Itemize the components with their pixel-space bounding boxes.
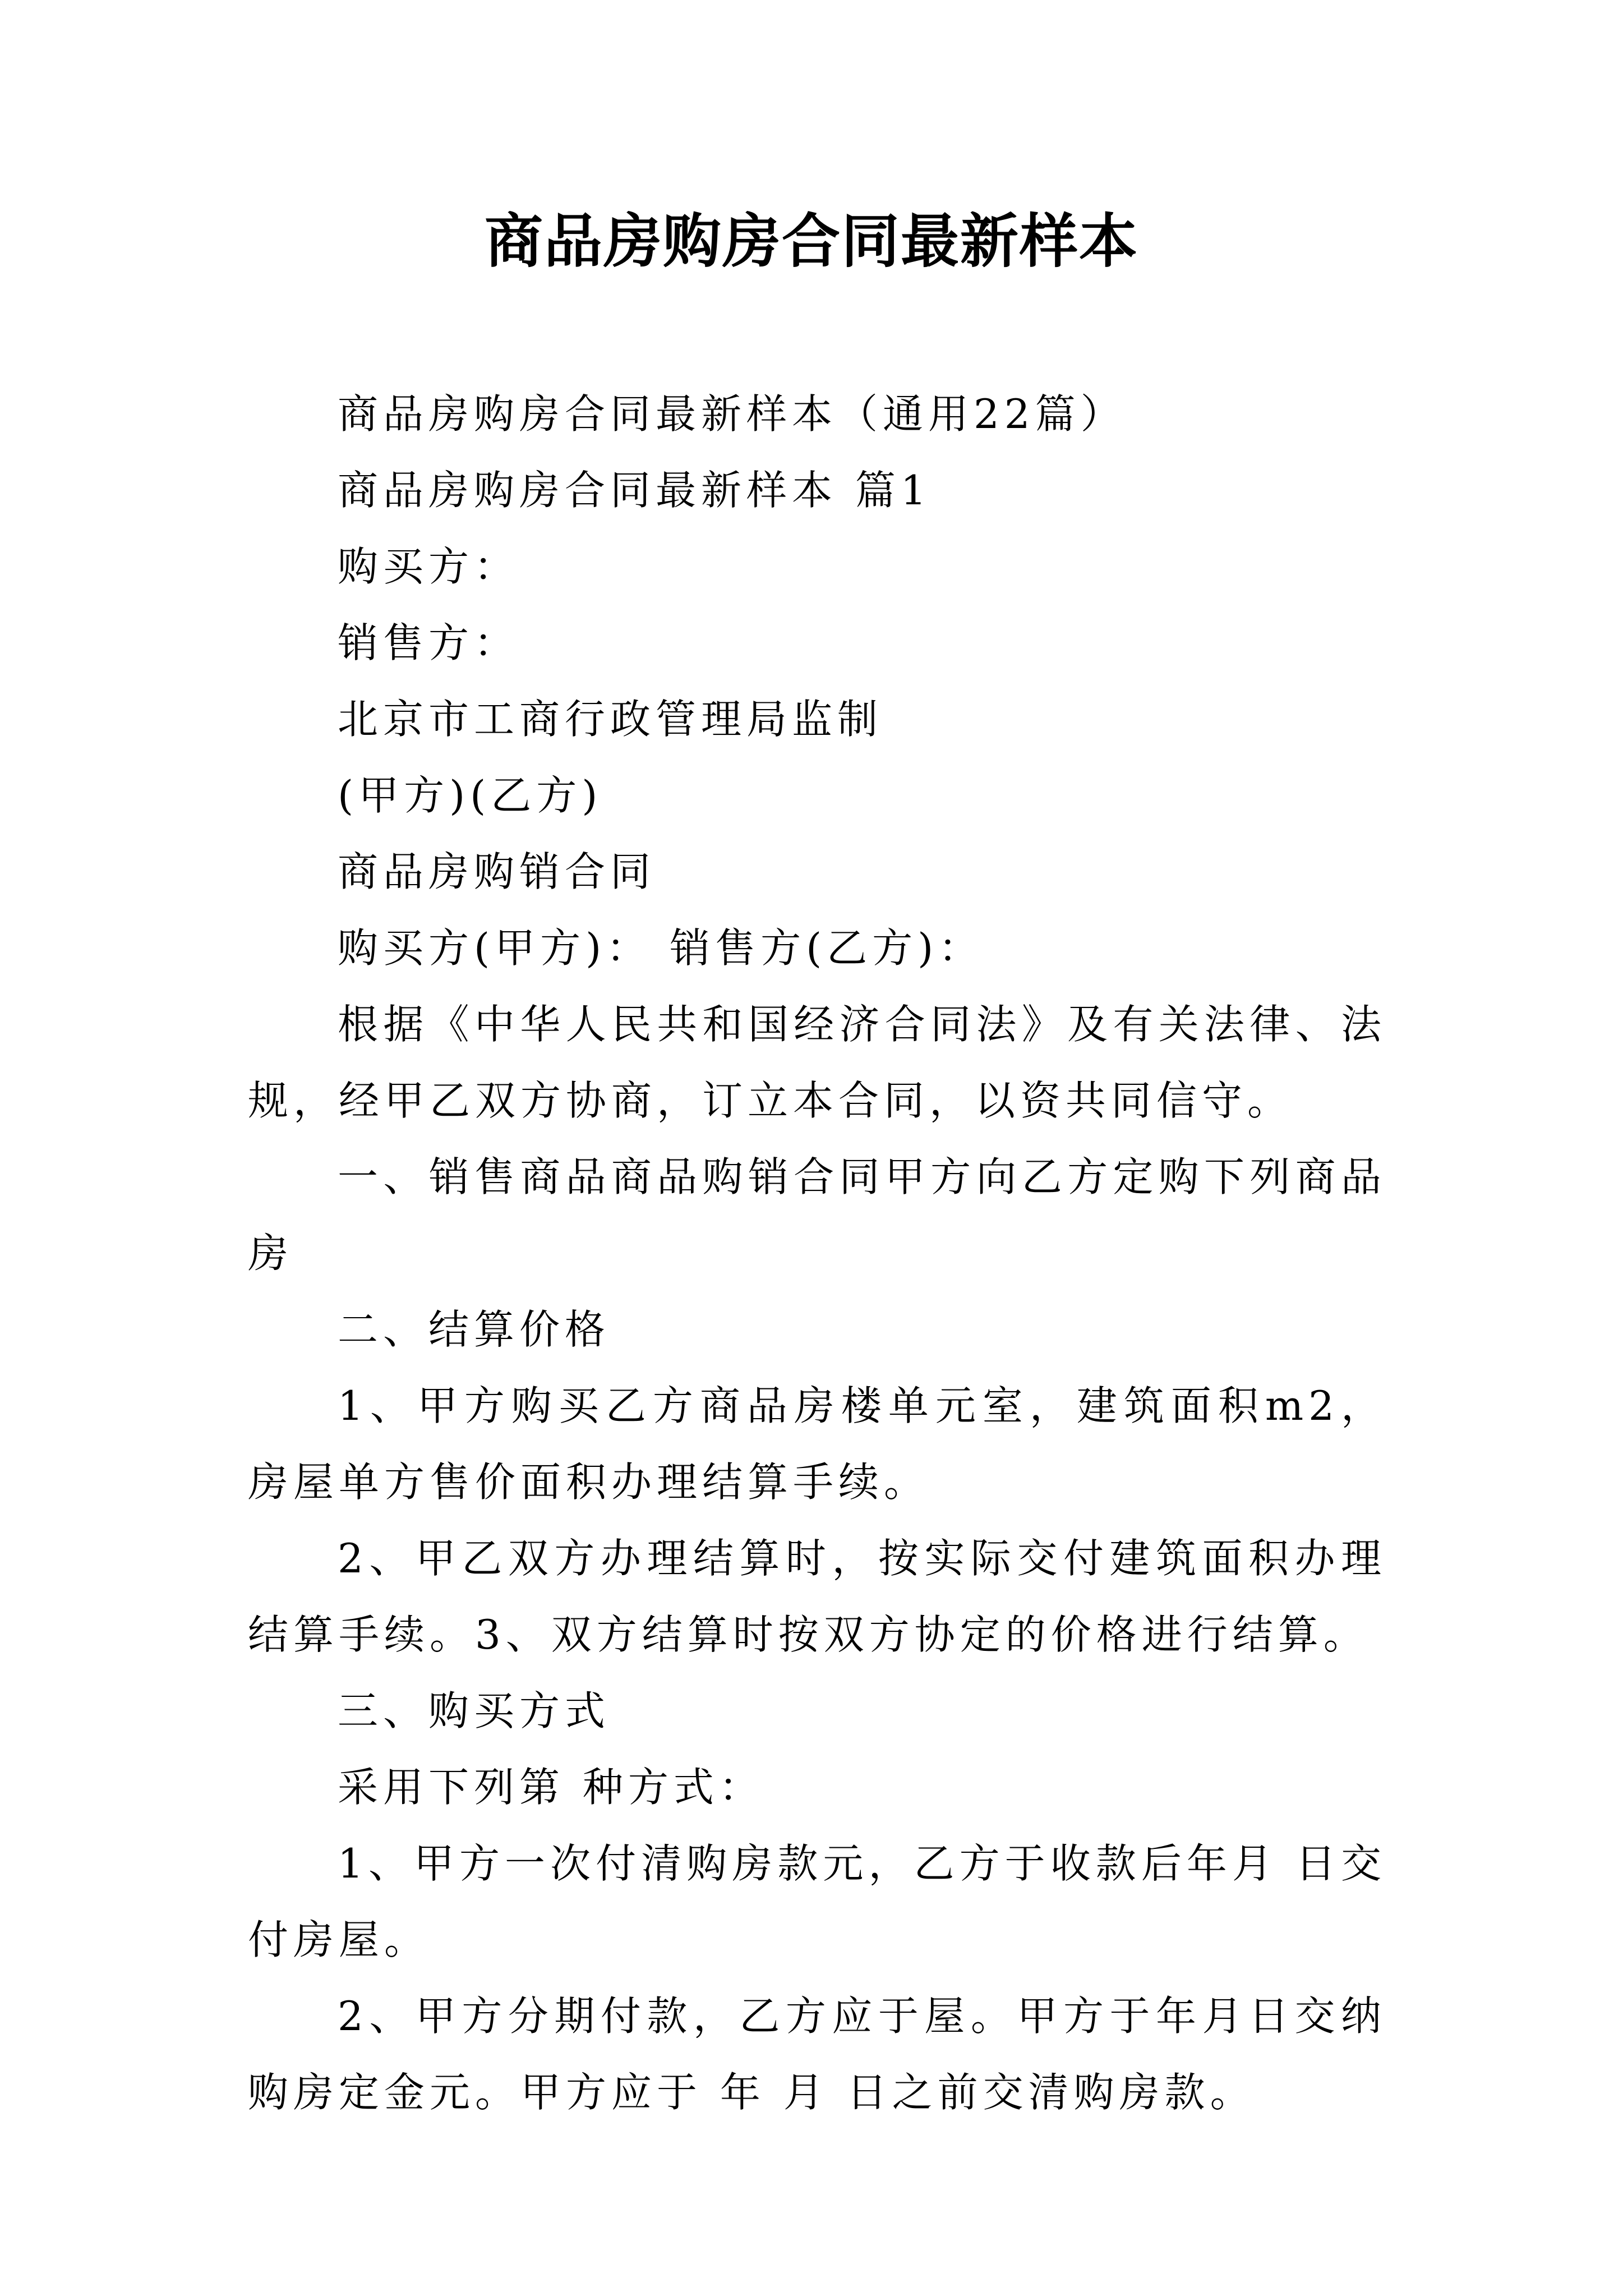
paragraph: 商品房购房合同最新样本（通用22篇） [338, 390, 1126, 438]
paragraph: 销售方： [338, 619, 520, 666]
paragraph: 购买方： [338, 543, 520, 590]
paragraph: 商品房购房合同最新样本 篇1 [338, 467, 932, 514]
paragraph: 2、甲乙双方办理结算时，按实际交付建筑面积办理结算手续。3、双方结算时按双方协定的价格进行结算。 [248, 1535, 1386, 1658]
document-body [248, 376, 1386, 2131]
paragraph: 1、甲方购买乙方商品房楼单元室，建筑面积m2，房屋单方售价面积办理结算手续。 [248, 1382, 1386, 1506]
paragraph: 二、结算价格 [338, 1306, 611, 1353]
paragraph: 三、购买方式 [338, 1687, 611, 1734]
paragraph: 一、销售商品商品购销合同甲方向乙方定购下列商品房 [248, 1153, 1386, 1277]
paragraph: (甲方)(乙方) [338, 772, 603, 819]
paragraph: 商品房购销合同 [338, 848, 656, 895]
document-title: 商品房购房合同最新样本 [484, 206, 1138, 275]
paragraph: 购买方(甲方)： 销售方(乙方)： [338, 924, 984, 972]
paragraph: 2、甲方分期付款，乙方应于屋。甲方于年月日交纳购房定金元。甲方应于 年 月 日之前交清购房款。 [248, 1993, 1386, 2116]
paragraph: 北京市工商行政管理局监制 [338, 696, 883, 743]
paragraph: 采用下列第 种方式： [338, 1764, 764, 1811]
paragraph: 根据《中华人民共和国经济合同法》及有关法律、法规，经甲乙双方协商，订立本合同，以资共同信守。 [248, 1001, 1386, 1124]
paragraph: 1、甲方一次付清购房款元，乙方于收款后年月 日交付房屋。 [248, 1840, 1386, 1963]
